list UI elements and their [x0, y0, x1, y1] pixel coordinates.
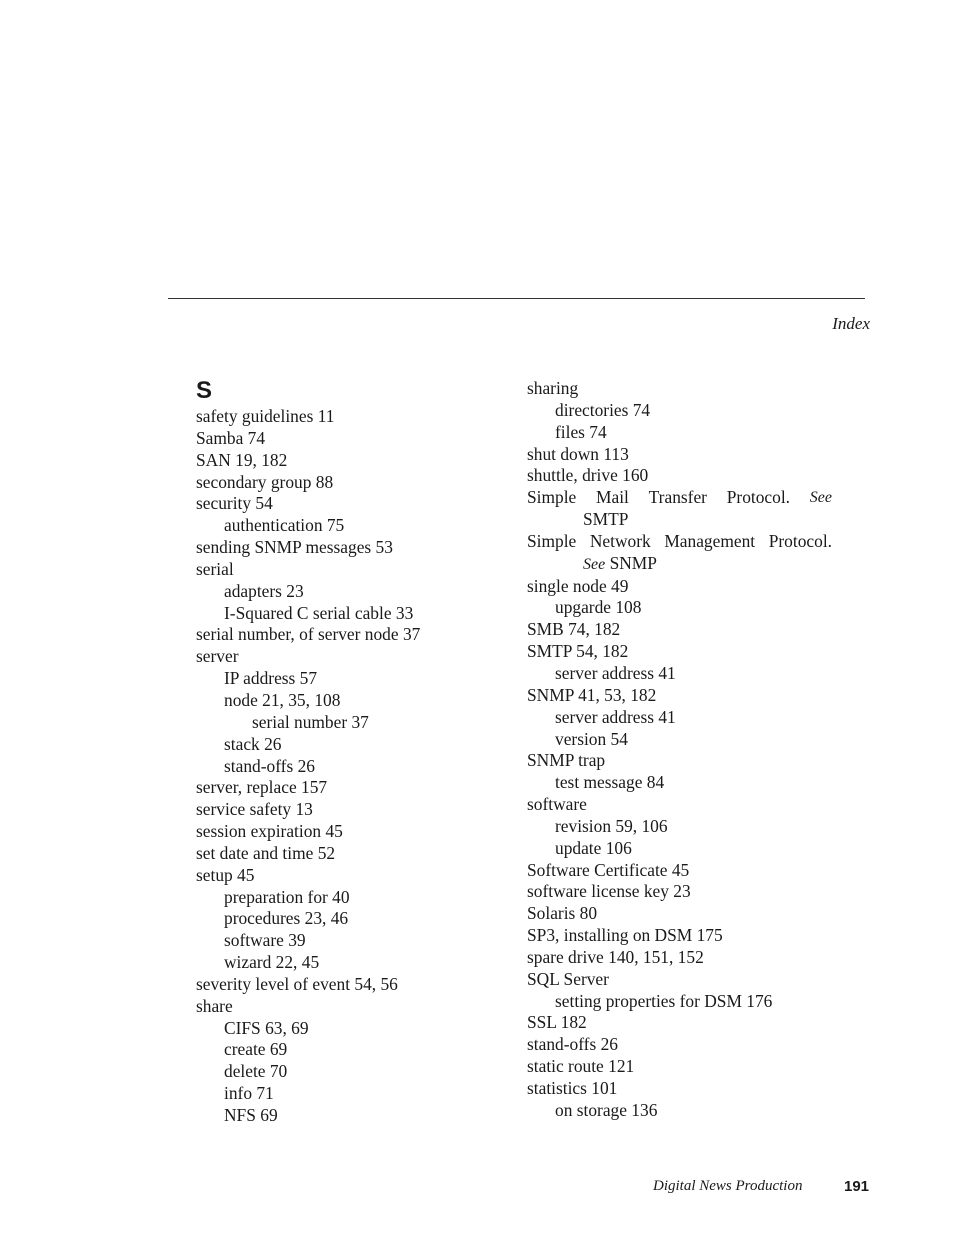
- index-entry: spare drive 140, 151, 152: [527, 946, 704, 967]
- index-entry: SMB 74, 182: [527, 619, 621, 640]
- index-word: Simple: [527, 487, 577, 508]
- index-entry: SMTP 54, 182: [527, 641, 629, 662]
- index-entry: software license key 23: [527, 881, 691, 902]
- index-entry: SAN 19, 182: [196, 449, 288, 470]
- index-entry: shut down 113: [527, 443, 629, 464]
- index-subentry: software 39: [224, 930, 306, 951]
- index-entry: service safety 13: [196, 799, 313, 820]
- index-word: Simple: [527, 530, 577, 551]
- index-entry: single node 49: [527, 575, 629, 596]
- index-column-left: [196, 378, 496, 1127]
- index-subentry: serial number 37: [252, 711, 369, 732]
- index-subentry: preparation for 40: [224, 886, 350, 907]
- index-word: Protocol.: [726, 487, 791, 508]
- index-subentry: revision 59, 106: [555, 815, 668, 836]
- index-entry: session expiration 45: [196, 821, 343, 842]
- index-entry: security 54: [196, 493, 273, 514]
- index-word: Mail: [596, 487, 629, 508]
- index-subentry: adapters 23: [224, 580, 304, 601]
- index-subentry: server address 41: [555, 706, 676, 727]
- index-entry: SSL 182: [527, 1012, 587, 1033]
- index-entry: Solaris 80: [527, 903, 598, 924]
- page-number: 191: [844, 1178, 870, 1195]
- index-subentry: NFS 69: [224, 1105, 278, 1125]
- see-target: [527, 553, 832, 576]
- index-entry: SQL Server: [527, 968, 609, 989]
- index-subentry: info 71: [224, 1083, 274, 1104]
- index-word: Transfer: [648, 487, 707, 508]
- index-subentry: files 74: [555, 421, 607, 442]
- index-entry: SNMP trap: [527, 750, 606, 771]
- index-word: Network: [589, 530, 651, 551]
- see-reference: See: [809, 489, 832, 507]
- index-subentry: directories 74: [555, 399, 651, 420]
- index-subentry: on storage 136: [555, 1099, 658, 1120]
- index-column-right: [527, 378, 832, 1122]
- index-subentry: test message 84: [555, 772, 665, 793]
- index-subentry: I-Squared C serial cable 33: [224, 602, 414, 623]
- right-entry-list-a: [527, 378, 832, 487]
- index-entry: server, replace 157: [196, 777, 328, 798]
- index-entry: serial: [196, 558, 234, 579]
- footer-title: Digital News Production: [653, 1178, 803, 1194]
- see-reference: See: [583, 555, 606, 573]
- index-entry-snmp-see: [527, 531, 832, 553]
- index-entry: stand-offs 26: [527, 1034, 618, 1055]
- see-target-text: SNMP: [609, 552, 657, 573]
- index-subentry: authentication 75: [224, 515, 345, 536]
- index-entry: static route 121: [527, 1056, 635, 1077]
- index-entry: setup 45: [196, 864, 255, 885]
- index-entry: serial number, of server node 37: [196, 624, 421, 645]
- index-entry: set date and time 52: [196, 842, 336, 863]
- index-subentry: stand-offs 26: [224, 755, 315, 776]
- index-entry: sending SNMP messages 53: [196, 537, 393, 558]
- index-word: Management: [664, 530, 756, 551]
- index-subentry: CIFS 63, 69: [224, 1017, 309, 1038]
- index-subentry: IP address 57: [224, 668, 318, 689]
- index-entry-smtp-see: [527, 487, 832, 509]
- index-entry: Samba 74: [196, 427, 266, 448]
- index-subentry: create 69: [224, 1039, 288, 1060]
- index-subentry: server address 41: [555, 662, 676, 683]
- index-subentry: update 106: [555, 837, 632, 858]
- see-target: [527, 509, 832, 531]
- index-subentry: setting properties for DSM 176: [555, 990, 773, 1011]
- index-entry: statistics 101: [527, 1078, 618, 1098]
- index-entry: software: [527, 794, 587, 815]
- index-subentry: delete 70: [224, 1061, 288, 1082]
- index-subentry: stack 26: [224, 733, 282, 754]
- index-entry: severity level of event 54, 56: [196, 973, 398, 994]
- index-entry: server: [196, 646, 239, 667]
- header-rule: [168, 298, 865, 299]
- index-subentry: node 21, 35, 108: [224, 689, 341, 710]
- index-word: Protocol.: [768, 530, 832, 551]
- index-subentry: procedures 23, 46: [224, 908, 349, 929]
- index-subentry: upgarde 108: [555, 597, 642, 618]
- index-subentry: version 54: [555, 728, 628, 749]
- index-entry: share: [196, 995, 233, 1016]
- index-entry: Software Certificate 45: [527, 859, 690, 880]
- index-entry: safety guidelines 11: [196, 406, 335, 426]
- running-head: Index: [832, 314, 870, 333]
- index-subentry: wizard 22, 45: [224, 952, 320, 973]
- index-entry: SNMP 41, 53, 182: [527, 684, 657, 705]
- left-entry-list: [196, 406, 496, 1127]
- section-letter: S: [196, 377, 213, 404]
- index-entry: sharing: [527, 378, 579, 398]
- index-entry: secondary group 88: [196, 471, 334, 492]
- index-entry: shuttle, drive 160: [527, 465, 649, 486]
- see-target-text: SMTP: [583, 509, 629, 530]
- index-entry: SP3, installing on DSM 175: [527, 925, 723, 946]
- right-entry-list-b: [527, 576, 832, 1122]
